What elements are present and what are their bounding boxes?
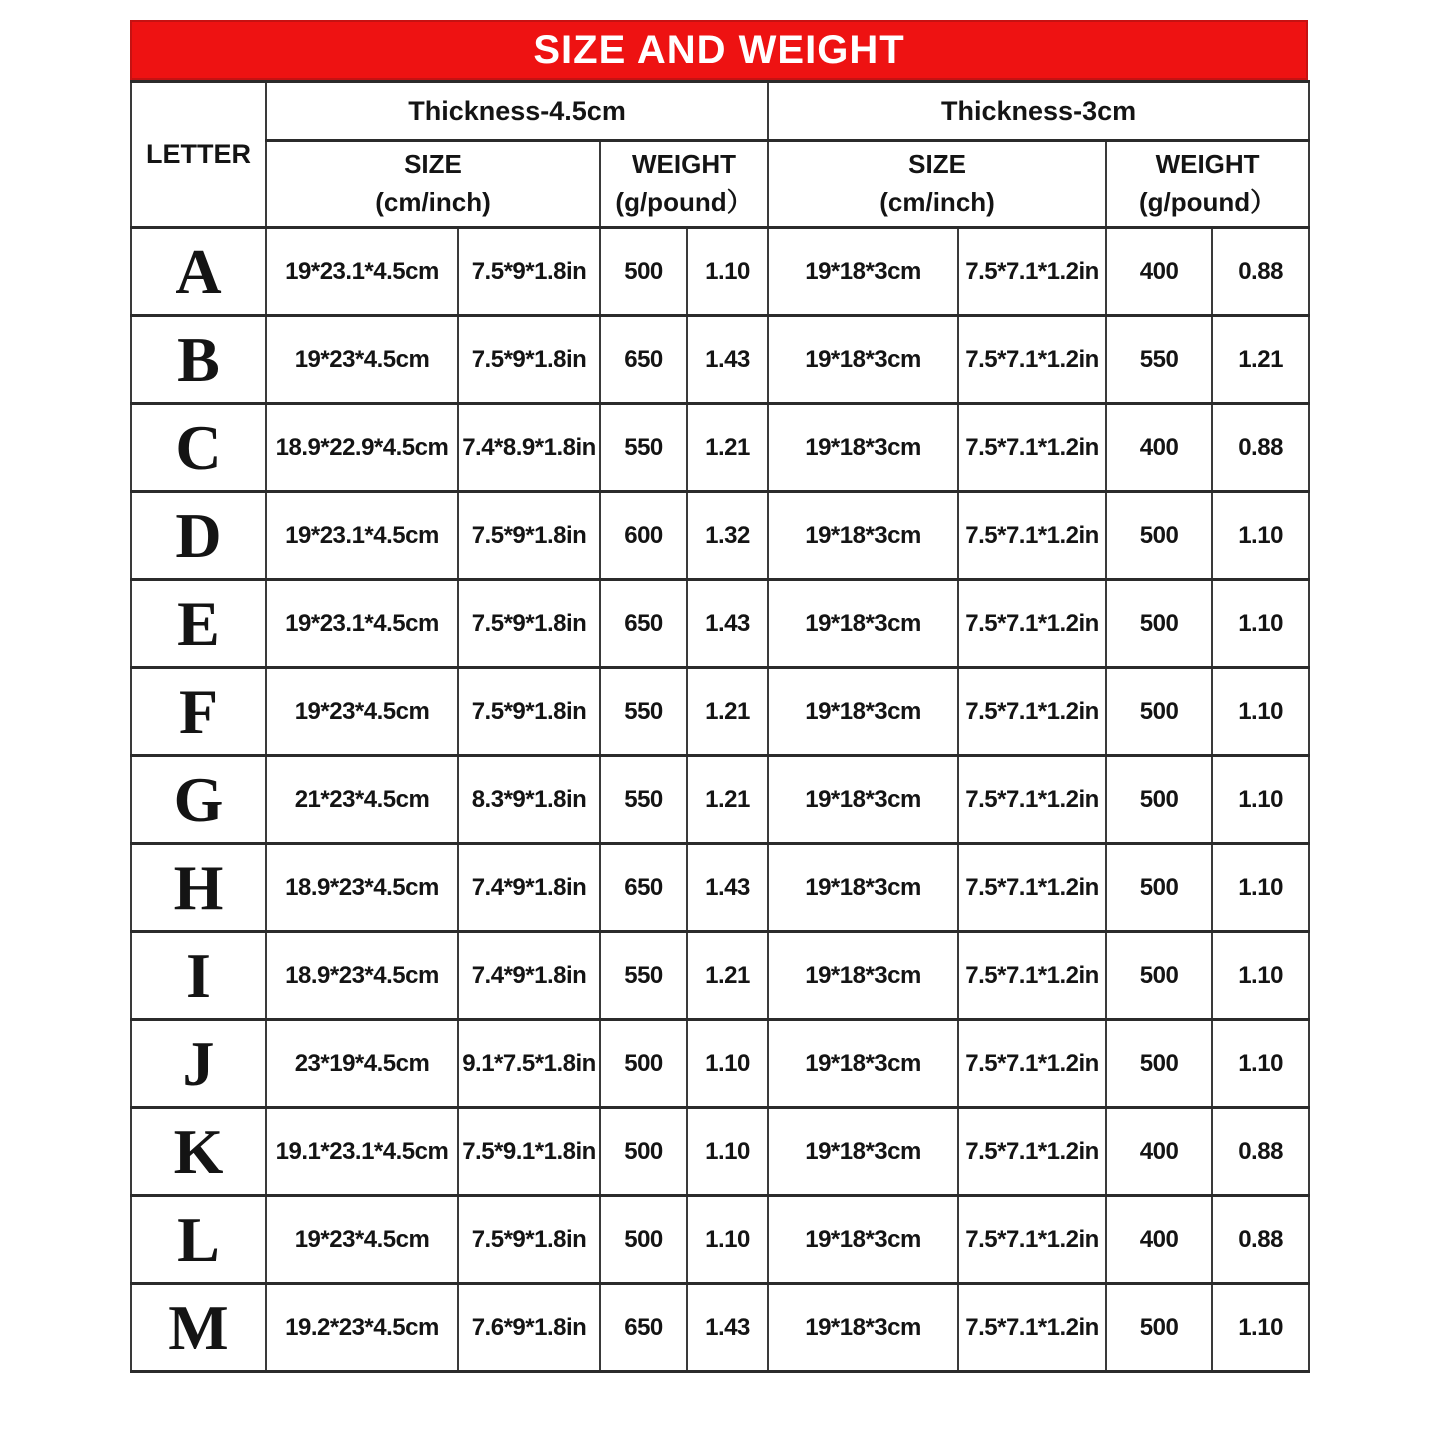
header-row-size-weight xyxy=(131,141,1309,228)
weight-g-45cm-cell: 550 xyxy=(600,756,687,844)
weight-g-45cm-cell: 600 xyxy=(600,492,687,580)
weight-g-45cm-cell: 500 xyxy=(600,1196,687,1284)
letter-cell: E xyxy=(131,580,266,668)
weight-lb-3cm-cell: 1.10 xyxy=(1212,1284,1309,1372)
size-inch-45cm-cell: 7.5*9.1*1.8in xyxy=(458,1108,600,1196)
table-row xyxy=(131,1108,1309,1196)
size-inch-3cm-cell: 7.5*7.1*1.2in xyxy=(958,1020,1106,1108)
size-cm-45cm-cell: 19*23.1*4.5cm xyxy=(266,492,458,580)
weight-g-3cm-cell: 400 xyxy=(1106,228,1212,316)
weight-lb-3cm-cell: 1.10 xyxy=(1212,1020,1309,1108)
size-cm-3cm-cell: 19*18*3cm xyxy=(768,580,958,668)
weight-g-45cm-cell: 650 xyxy=(600,316,687,404)
header-weight-45cm xyxy=(600,141,768,228)
letter-cell: C xyxy=(131,404,266,492)
size-inch-3cm-cell: 7.5*7.1*1.2in xyxy=(958,404,1106,492)
weight-g-3cm-cell: 400 xyxy=(1106,404,1212,492)
weight-g-45cm-cell: 550 xyxy=(600,404,687,492)
size-cm-3cm-cell: 19*18*3cm xyxy=(768,1020,958,1108)
weight-lb-45cm-cell: 1.21 xyxy=(687,404,768,492)
size-cm-45cm-cell: 19*23.1*4.5cm xyxy=(266,580,458,668)
weight-lb-3cm-cell: 1.10 xyxy=(1212,844,1309,932)
size-cm-45cm-cell: 19.2*23*4.5cm xyxy=(266,1284,458,1372)
weight-lb-3cm-cell: 1.21 xyxy=(1212,316,1309,404)
size-inch-3cm-cell: 7.5*7.1*1.2in xyxy=(958,1108,1106,1196)
weight-lb-45cm-cell: 1.43 xyxy=(687,844,768,932)
weight-g-3cm-cell: 500 xyxy=(1106,1284,1212,1372)
weight-g-45cm-cell: 500 xyxy=(600,1108,687,1196)
letter-cell: B xyxy=(131,316,266,404)
weight-g-45cm-cell: 500 xyxy=(600,228,687,316)
letter-cell: G xyxy=(131,756,266,844)
size-inch-45cm-cell: 7.4*8.9*1.8in xyxy=(458,404,600,492)
size-cm-3cm-cell: 19*18*3cm xyxy=(768,1196,958,1284)
table-row xyxy=(131,492,1309,580)
weight-g-45cm-cell: 650 xyxy=(600,580,687,668)
weight-lb-3cm-cell: 0.88 xyxy=(1212,1196,1309,1284)
size-cm-3cm-cell: 19*18*3cm xyxy=(768,228,958,316)
letter-cell: J xyxy=(131,1020,266,1108)
table-row xyxy=(131,756,1309,844)
size-inch-45cm-cell: 7.6*9*1.8in xyxy=(458,1284,600,1372)
size-cm-3cm-cell: 19*18*3cm xyxy=(768,1108,958,1196)
weight-g-45cm-cell: 650 xyxy=(600,1284,687,1372)
weight-lb-3cm-cell: 1.10 xyxy=(1212,580,1309,668)
size-cm-3cm-cell: 19*18*3cm xyxy=(768,404,958,492)
size-inch-3cm-cell: 7.5*7.1*1.2in xyxy=(958,1284,1106,1372)
table-row xyxy=(131,316,1309,404)
weight-g-3cm-cell: 500 xyxy=(1106,492,1212,580)
weight-lb-45cm-cell: 1.21 xyxy=(687,756,768,844)
weight-g-3cm-cell: 500 xyxy=(1106,844,1212,932)
size-inch-45cm-cell: 7.5*9*1.8in xyxy=(458,228,600,316)
header-thickness-3cm: Thickness-3cm xyxy=(768,82,1309,141)
weight-label: WEIGHT xyxy=(1155,149,1260,180)
letter-cell: D xyxy=(131,492,266,580)
size-cm-45cm-cell: 18.9*23*4.5cm xyxy=(266,932,458,1020)
size-inch-3cm-cell: 7.5*7.1*1.2in xyxy=(958,1196,1106,1284)
weight-g-45cm-cell: 550 xyxy=(600,668,687,756)
size-weight-table xyxy=(130,80,1310,1373)
weight-g-3cm-cell: 550 xyxy=(1106,316,1212,404)
weight-g-3cm-cell: 500 xyxy=(1106,580,1212,668)
size-cm-3cm-cell: 19*18*3cm xyxy=(768,1284,958,1372)
size-cm-45cm-cell: 19*23.1*4.5cm xyxy=(266,228,458,316)
weight-g-45cm-cell: 500 xyxy=(600,1020,687,1108)
size-cm-45cm-cell: 19.1*23.1*4.5cm xyxy=(266,1108,458,1196)
size-inch-3cm-cell: 7.5*7.1*1.2in xyxy=(958,228,1106,316)
size-cm-3cm-cell: 19*18*3cm xyxy=(768,932,958,1020)
size-inch-3cm-cell: 7.5*7.1*1.2in xyxy=(958,932,1106,1020)
letter-cell: H xyxy=(131,844,266,932)
size-cm-45cm-cell: 19*23*4.5cm xyxy=(266,316,458,404)
size-cm-45cm-cell: 21*23*4.5cm xyxy=(266,756,458,844)
size-cm-45cm-cell: 23*19*4.5cm xyxy=(266,1020,458,1108)
size-inch-3cm-cell: 7.5*7.1*1.2in xyxy=(958,580,1106,668)
size-inch-45cm-cell: 7.5*9*1.8in xyxy=(458,668,600,756)
weight-g-45cm-cell: 650 xyxy=(600,844,687,932)
size-inch-45cm-cell: 8.3*9*1.8in xyxy=(458,756,600,844)
size-inch-3cm-cell: 7.5*7.1*1.2in xyxy=(958,492,1106,580)
size-weight-sheet xyxy=(130,20,1308,1373)
size-cm-45cm-cell: 19*23*4.5cm xyxy=(266,668,458,756)
weight-lb-3cm-cell: 0.88 xyxy=(1212,404,1309,492)
size-unit-label: (cm/inch) xyxy=(375,187,491,217)
size-inch-3cm-cell: 7.5*7.1*1.2in xyxy=(958,844,1106,932)
letter-cell: L xyxy=(131,1196,266,1284)
size-inch-45cm-cell: 7.5*9*1.8in xyxy=(458,580,600,668)
size-cm-45cm-cell: 18.9*23*4.5cm xyxy=(266,844,458,932)
size-cm-3cm-cell: 19*18*3cm xyxy=(768,756,958,844)
size-inch-45cm-cell: 9.1*7.5*1.8in xyxy=(458,1020,600,1108)
size-unit-label: (cm/inch) xyxy=(879,187,995,217)
size-label: SIZE xyxy=(404,149,462,180)
size-inch-3cm-cell: 7.5*7.1*1.2in xyxy=(958,668,1106,756)
weight-unit-label: (g/pound） xyxy=(615,187,753,217)
weight-g-3cm-cell: 500 xyxy=(1106,1020,1212,1108)
weight-lb-45cm-cell: 1.43 xyxy=(687,316,768,404)
header-weight-3cm xyxy=(1106,141,1309,228)
weight-lb-3cm-cell: 1.10 xyxy=(1212,756,1309,844)
weight-lb-45cm-cell: 1.43 xyxy=(687,580,768,668)
header-letter: LETTER xyxy=(131,82,266,228)
weight-lb-3cm-cell: 0.88 xyxy=(1212,1108,1309,1196)
size-inch-45cm-cell: 7.4*9*1.8in xyxy=(458,844,600,932)
weight-lb-45cm-cell: 1.21 xyxy=(687,932,768,1020)
weight-lb-45cm-cell: 1.43 xyxy=(687,1284,768,1372)
header-thickness-45cm: Thickness-4.5cm xyxy=(266,82,768,141)
size-inch-3cm-cell: 7.5*7.1*1.2in xyxy=(958,316,1106,404)
weight-g-3cm-cell: 400 xyxy=(1106,1108,1212,1196)
weight-lb-3cm-cell: 0.88 xyxy=(1212,228,1309,316)
weight-lb-45cm-cell: 1.32 xyxy=(687,492,768,580)
size-cm-45cm-cell: 19*23*4.5cm xyxy=(266,1196,458,1284)
weight-g-3cm-cell: 500 xyxy=(1106,668,1212,756)
weight-lb-45cm-cell: 1.10 xyxy=(687,1020,768,1108)
size-inch-45cm-cell: 7.5*9*1.8in xyxy=(458,492,600,580)
table-row xyxy=(131,580,1309,668)
header-row-thickness xyxy=(131,82,1309,141)
weight-lb-45cm-cell: 1.10 xyxy=(687,1108,768,1196)
header-size-3cm xyxy=(768,141,1106,228)
letter-cell: A xyxy=(131,228,266,316)
weight-g-3cm-cell: 500 xyxy=(1106,756,1212,844)
table-row xyxy=(131,1020,1309,1108)
table-row xyxy=(131,668,1309,756)
size-inch-45cm-cell: 7.4*9*1.8in xyxy=(458,932,600,1020)
weight-unit-label: (g/pound） xyxy=(1138,187,1277,217)
table-row xyxy=(131,404,1309,492)
size-cm-3cm-cell: 19*18*3cm xyxy=(768,316,958,404)
weight-label: WEIGHT xyxy=(632,149,737,180)
weight-lb-3cm-cell: 1.10 xyxy=(1212,492,1309,580)
size-cm-3cm-cell: 19*18*3cm xyxy=(768,668,958,756)
weight-g-3cm-cell: 400 xyxy=(1106,1196,1212,1284)
table-row xyxy=(131,932,1309,1020)
letter-cell: K xyxy=(131,1108,266,1196)
size-label: SIZE xyxy=(908,149,966,180)
weight-lb-45cm-cell: 1.21 xyxy=(687,668,768,756)
weight-lb-3cm-cell: 1.10 xyxy=(1212,932,1309,1020)
table-row xyxy=(131,228,1309,316)
table-row xyxy=(131,1196,1309,1284)
size-inch-3cm-cell: 7.5*7.1*1.2in xyxy=(958,756,1106,844)
table-row xyxy=(131,844,1309,932)
title-banner xyxy=(130,20,1308,80)
letter-cell: M xyxy=(131,1284,266,1372)
weight-lb-45cm-cell: 1.10 xyxy=(687,1196,768,1284)
size-cm-3cm-cell: 19*18*3cm xyxy=(768,492,958,580)
weight-g-45cm-cell: 550 xyxy=(600,932,687,1020)
letter-cell: F xyxy=(131,668,266,756)
letter-cell: I xyxy=(131,932,266,1020)
weight-lb-3cm-cell: 1.10 xyxy=(1212,668,1309,756)
weight-lb-45cm-cell: 1.10 xyxy=(687,228,768,316)
header-size-45cm xyxy=(266,141,600,228)
size-cm-45cm-cell: 18.9*22.9*4.5cm xyxy=(266,404,458,492)
size-inch-45cm-cell: 7.5*9*1.8in xyxy=(458,316,600,404)
table-row xyxy=(131,1284,1309,1372)
size-inch-45cm-cell: 7.5*9*1.8in xyxy=(458,1196,600,1284)
weight-g-3cm-cell: 500 xyxy=(1106,932,1212,1020)
size-cm-3cm-cell: 19*18*3cm xyxy=(768,844,958,932)
page-title: SIZE AND WEIGHT xyxy=(533,27,905,72)
